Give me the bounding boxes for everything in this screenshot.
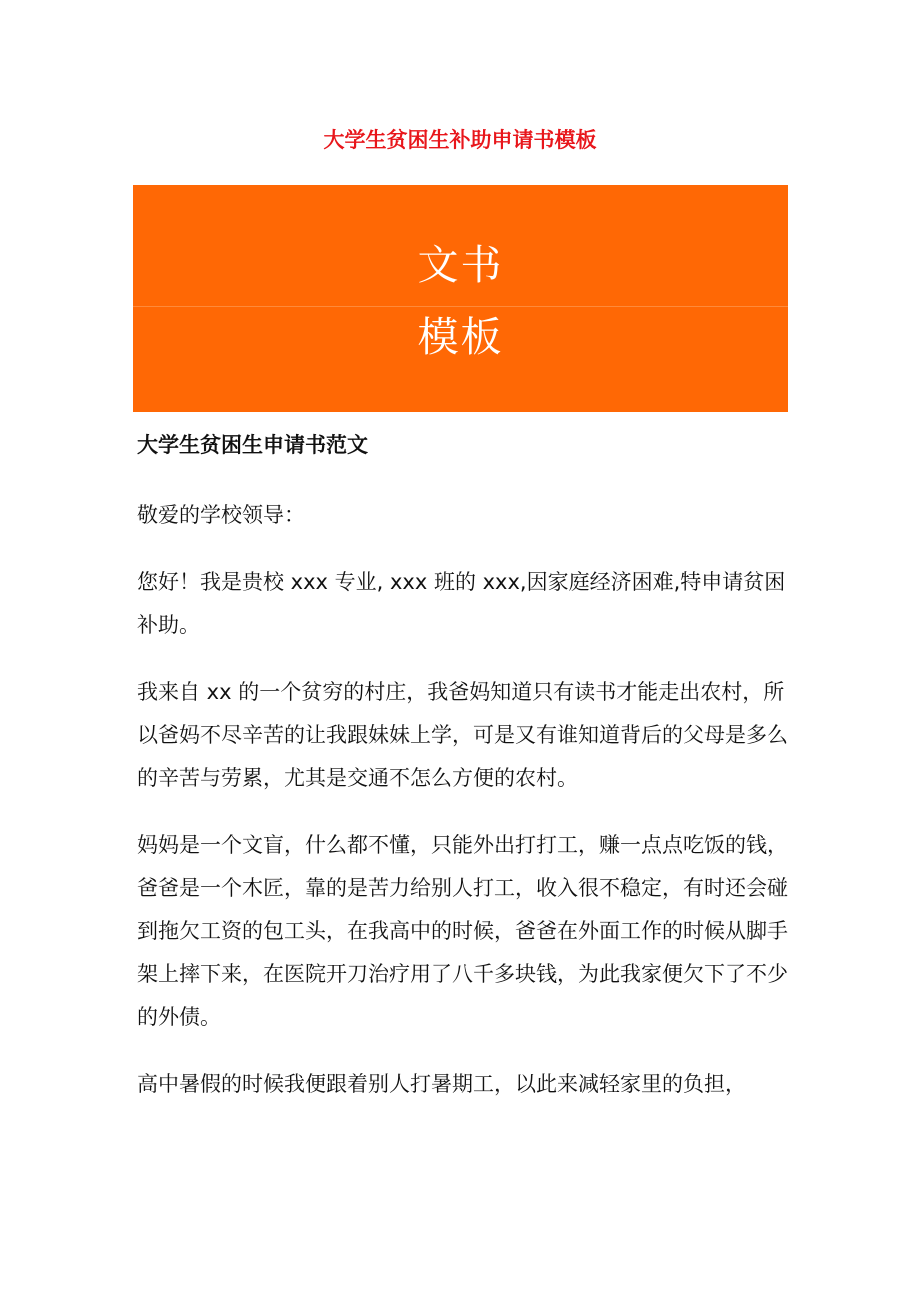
banner-line-1: 文书: [417, 241, 504, 289]
document-body: [137, 426, 789, 1130]
paragraph-parents: 妈妈是一个文盲，什么都不懂，只能外出打打工，赚一点点吃饭的钱，爸爸是一个木匠，靠的是苦力给别人打工，收入很不稳定，有时还会碰到拖欠工资的包工头，在我高中的时候，爸爸在外面工作的时候从脚手架上摔下来，在医院开刀治疗用了八千多块钱，为此我家便欠下了不少的外债。: [137, 833, 788, 1029]
template-banner: [133, 185, 788, 412]
banner-line-2: 模板: [417, 313, 504, 361]
paragraph-hometown: 我来自 xx 的一个贫穷的村庄，我爸妈知道只有读书才能走出农村，所以爸妈不尽辛苦的让我跟妹妹上学，可是又有谁知道背后的父母是多么的辛苦与劳累，尤其是交通不怎么方便的农村。: [137, 680, 788, 790]
paragraph-summer-work: 高中暑假的时候我便跟着别人打暑期工，以此来减轻家里的负担，: [137, 1072, 746, 1096]
banner-divider: [133, 306, 788, 307]
paragraph-greeting: 您好！我是贵校 xxx 专业, xxx 班的 xxx,因家庭经济困难,特申请贫困补助。: [137, 570, 786, 637]
section-heading: 大学生贫困生申请书范文: [137, 433, 368, 457]
salutation: 敬爱的学校领导：: [137, 503, 305, 527]
document-title: 大学生贫困生补助申请书模板: [323, 128, 597, 152]
